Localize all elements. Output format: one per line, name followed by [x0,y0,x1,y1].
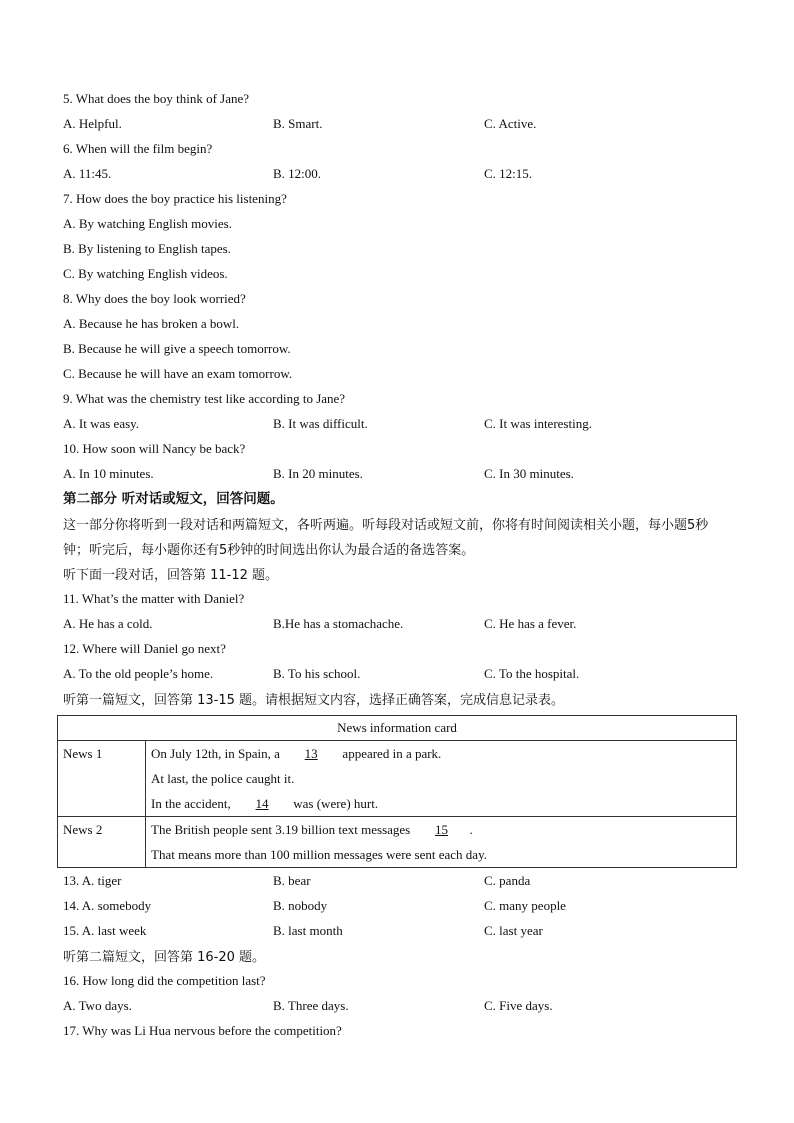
option-c: C. Active. [484,116,537,131]
text: The British people sent 3.19 billion text messages [151,822,411,837]
option-c: C. He has a fever. [484,616,577,631]
question-5: 5. What does the boy think of Jane? [63,91,250,106]
option-c: C. It was interesting. [484,416,592,431]
news1-line2: At last, the police caught it. [151,771,295,786]
blank-14: 14 [255,796,269,811]
option-a: A. Because he has broken a bowl. [63,316,240,331]
text: On July 12th, in Spain, a [151,746,280,761]
option-b: B. Three days. [273,998,349,1013]
option-a: A. It was easy. [63,416,140,431]
option-b: B. last month [273,923,343,938]
news2-label: News 2 [58,817,146,868]
option-a: A. To the old people’s home. [63,666,214,681]
question-12: 12. Where will Daniel go next? [63,641,226,656]
question-15-options [63,920,738,945]
question-14-options [63,895,738,920]
option-b: B. 12:00. [273,166,322,181]
question-5-options [63,113,738,138]
text: . [469,822,473,837]
option-c: C. Five days. [484,998,553,1013]
blank-13: 13 [304,746,318,761]
text: appeared in a park. [342,746,442,761]
option-a: A. Two days. [63,998,132,1013]
option-b: B. It was difficult. [273,416,368,431]
news1-content [146,741,737,817]
option-a: A. He has a cold. [63,616,153,631]
option-b: B. In 20 minutes. [273,466,363,481]
question-10-options [63,463,738,488]
news1-line3 [151,791,731,816]
question-7: 7. How does the boy practice his listening? [63,191,287,206]
section-heading: 第二部分 听对话或短文，回答问题。 [63,491,284,507]
news1-label: News 1 [58,741,146,817]
option-c: C. By watching English videos. [63,266,228,281]
news2-content [146,817,737,868]
dialog-intro: 听下面一段对话，回答第 11-12 题。 [63,568,279,583]
question-16: 16. How long did the competition last? [63,973,266,988]
news2-line2: That means more than 100 million messages were sent each day. [151,847,487,862]
option-b: B. Because he will give a speech tomorrow. [63,341,291,356]
question-13-options [63,870,738,895]
question-16-options [63,995,738,1020]
option-b: B. nobody [273,898,328,913]
card-title: News information card [58,716,737,741]
option-a: A. Helpful. [63,116,122,131]
option-b: B.He has a stomachache. [273,616,404,631]
question-17: 17. Why was Li Hua nervous before the competition? [63,1023,342,1038]
option-b: B. To his school. [273,666,361,681]
option-c: C. Because he will have an exam tomorrow. [63,366,293,381]
question-9-options [63,413,738,438]
option-c: C. In 30 minutes. [484,466,574,481]
text: In the accident, [151,796,231,811]
section-instructions: 这一部分你将听到一段对话和两篇短文，各听两遍。听每段对话或短文前，你将有时间阅读相关小题，每小题5秒钟；听完后，每小题你还有5秒钟的时间选出你认为最合适的备选答案。 [63,518,709,558]
option-c: C. To the hospital. [484,666,580,681]
blank-15: 15 [435,822,448,837]
question-12-options [63,663,738,688]
option-c: C. many people [484,898,566,913]
news1-line1 [151,741,731,766]
news-information-card [57,715,737,868]
passage2-intro: 听第二篇短文，回答第 16-20 题。 [63,950,266,965]
option-a: A. By watching English movies. [63,216,232,231]
option-a: 14. A. somebody [63,898,152,913]
option-b: B. Smart. [273,116,323,131]
news2-line1 [151,817,731,842]
option-b: B. bear [273,873,311,888]
question-11: 11. What’s the matter with Daniel? [63,591,245,606]
question-6: 6. When will the film begin? [63,141,213,156]
option-a: A. In 10 minutes. [63,466,154,481]
option-c: C. panda [484,873,531,888]
passage1-intro: 听第一篇短文，回答第 13-15 题。请根据短文内容，选择正确答案，完成信息记录表。 [63,693,565,708]
option-a: A. 11:45. [63,166,112,181]
question-9: 9. What was the chemistry test like according to Jane? [63,391,346,406]
question-11-options [63,613,738,638]
question-6-options [63,163,738,188]
option-c: C. last year [484,923,543,938]
option-a: 13. A. tiger [63,873,122,888]
question-8: 8. Why does the boy look worried? [63,291,246,306]
text: was (were) hurt. [293,796,379,811]
option-c: C. 12:15. [484,166,533,181]
question-10: 10. How soon will Nancy be back? [63,441,246,456]
option-a: 15. A. last week [63,923,147,938]
option-b: B. By listening to English tapes. [63,241,231,256]
exam-page [63,88,738,1045]
